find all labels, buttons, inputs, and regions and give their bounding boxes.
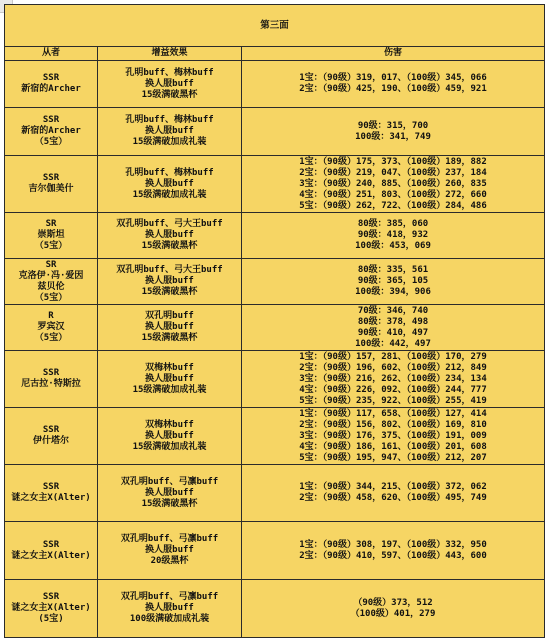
damage-line: 5宝：（90级）262，722、（100级）284，486 [299,200,487,211]
servant-cell[interactable] [5,522,98,580]
servant-line: 新宿的Archer [21,84,81,94]
damage-cell[interactable] [242,351,545,408]
damage-line: 100级：341，749 [355,131,431,142]
damage-line: 3宝：（90级）176，375、（100级）191，009 [299,430,487,441]
damage-cell[interactable] [242,108,545,156]
table-row [5,108,545,156]
servant-line: 伊什塔尔 [32,436,69,446]
damage-line: 1宝：（90级）175，373、（100级）189，882 [299,156,487,167]
damage-line: 2宝：（90级）196，602、（100级）212，849 [299,362,487,373]
buff-line: 15级满破黑杯 [141,241,198,251]
damage-line: 3宝：（90级）216，262、（100级）234，134 [299,373,487,384]
buff-line: 换人服buff [145,545,194,555]
damage-line: 90级：418，932 [357,230,429,240]
servant-line: SR [45,259,57,270]
damage-cell[interactable] [242,61,545,108]
damage-cell[interactable] [242,213,545,259]
buff-line: 孔明buff、梅林buff [125,115,214,125]
damage-line: 90级：365，105 [357,276,429,286]
servant-line: SSR [42,592,60,602]
buff-cell[interactable] [98,465,242,522]
servant-line: 尼古拉·特斯拉 [21,379,81,389]
header-row [5,47,545,61]
header-servant[interactable]: 从者 [5,47,98,61]
buff-line: 15级满破黑杯 [141,89,198,100]
table-row [5,522,545,580]
table-row [5,580,545,638]
buff-cell[interactable] [98,61,242,108]
buff-line: 换人服buff [145,373,194,384]
damage-line: 2宝：（90级）458，620、（100级）495，749 [299,493,487,503]
servant-cell[interactable] [5,351,98,408]
damage-line: 90级：315，700 [357,120,429,131]
buff-line: 双孔明buff、弓大王buff [116,265,223,275]
buff-line: 15级满破加成礼装 [132,441,207,452]
servant-cell[interactable] [5,108,98,156]
buff-cell[interactable] [98,522,242,580]
servant-line: 谜之女主X(Alter) [11,603,91,613]
buff-line: 100级满破加成礼装 [129,614,210,624]
buff-line: 孔明buff、梅林buff [125,67,214,78]
damage-line: 70级：346，740 [357,305,429,316]
buff-line: 换人服buff [145,322,194,332]
header-buff[interactable]: 增益效果 [98,47,242,61]
servant-line: 谜之女主X(Alter) [11,493,91,503]
damage-cell[interactable] [242,408,545,465]
table-title[interactable]: 第三面 [5,5,545,47]
buff-line: 15级满破加成礼装 [132,137,207,147]
servant-line: R [48,311,54,321]
servant-line: 谜之女主X(Alter) [11,550,91,561]
table-row [5,465,545,522]
damage-line: 80级：378，498 [357,316,429,327]
servant-line: （5宝） [34,241,68,251]
buff-line: 双孔明buff、弓凛buff [120,592,219,602]
servant-line: （5宝） [34,333,68,343]
servant-line: 新宿的Archer [21,126,81,136]
servant-line: SSR [42,73,60,83]
damage-table [4,4,545,638]
buff-line: 15级满破加成礼装 [132,189,207,200]
servant-line: SSR [42,173,60,183]
damage-cell[interactable] [242,522,545,580]
damage-line: 4宝：（90级）186，161、（100级）201，608 [299,441,487,452]
table-row [5,408,545,465]
buff-line: 20级黑杯 [150,556,189,566]
buff-line: 换人服buff [145,126,194,136]
table-row [5,351,545,408]
buff-line: 换人服buff [145,430,194,441]
buff-line: 换人服buff [145,178,194,189]
damage-cell[interactable] [242,465,545,522]
damage-line: 80级：385，060 [357,219,429,229]
buff-line: 换人服buff [145,276,194,286]
damage-line: 1宝：（90级）117，658、（100级）127，414 [299,408,487,419]
damage-line: 100级：453，069 [355,241,431,251]
servant-cell[interactable] [5,580,98,638]
damage-line: 5宝：（90级）235，922、（100级）255，419 [299,395,487,406]
damage-line: 2宝：（90级）410，597、（100级）443，600 [299,550,487,561]
servant-cell[interactable] [5,156,98,213]
damage-line: 2宝：（90级）156，802、（100级）169，810 [299,419,487,430]
servant-line: SSR [42,425,60,435]
header-damage[interactable]: 伤害 [242,47,545,61]
table-row [5,305,545,351]
table-row [5,259,545,305]
buff-line: 15级满破黑杯 [141,333,198,343]
damage-line: 100级：394，906 [355,287,431,297]
damage-cell[interactable] [242,305,545,351]
table-row [5,156,545,213]
buff-cell[interactable] [98,108,242,156]
table-row [5,213,545,259]
servant-cell[interactable] [5,213,98,259]
servant-line: SR [45,219,57,229]
damage-line: 4宝：（90级）251，803、（100级）272，660 [299,189,487,200]
buff-cell[interactable] [98,259,242,305]
damage-line: 1宝：（90级）157，281、（100级）170，279 [299,351,487,362]
damage-line: （100级）401，279 [350,608,436,619]
damage-line: 100级：442，497 [355,338,431,349]
damage-line: （90级）373，512 [353,597,433,608]
buff-line: 双孔明buff、弓凛buff [120,476,219,487]
damage-line: 1宝：（90级）308，197、（100级）332，950 [299,539,487,550]
servant-line: （5宝） [34,137,68,147]
table-row [5,61,545,108]
buff-cell[interactable] [98,305,242,351]
damage-line: 2宝：（90级）219，047、（100级）237，184 [299,167,487,178]
buff-line: 双孔明buff、弓大王buff [116,219,223,229]
buff-cell[interactable] [98,213,242,259]
damage-line: 5宝：（90级）195，947、（100级）212，207 [299,452,487,463]
servant-line: 克洛伊·冯·爱因 [18,270,84,281]
damage-line: 90级：410，497 [357,327,429,338]
damage-line: 3宝：（90级）240，885、（100级）260，835 [299,178,487,189]
buff-cell[interactable] [98,580,242,638]
servant-line: (5宝) [38,614,64,624]
damage-cell[interactable] [242,580,545,638]
damage-line: 80级：335，561 [357,265,429,275]
servant-line: 罗宾汉 [37,322,65,332]
damage-cell[interactable] [242,156,545,213]
servant-cell[interactable] [5,465,98,522]
buff-line: 换人服buff [145,78,194,89]
buff-line: 双梅林buff [145,362,194,373]
buff-line: 双孔明buff [145,311,194,321]
title-row [5,5,545,47]
servant-cell[interactable] [5,259,98,305]
damage-line: 2宝：（90级）425，190、（100级）459，921 [299,84,487,94]
damage-line: 1宝：（90级）344，215、（100级）372，062 [299,482,487,492]
buff-line: 换人服buff [145,487,194,498]
buff-line: 孔明buff、梅林buff [125,167,214,178]
buff-line: 换人服buff [145,603,194,613]
servant-line: （5宝） [34,292,68,303]
servant-line: SSR [42,539,60,550]
buff-line: 换人服buff [145,230,194,240]
buff-line: 15级满破黑杯 [141,287,198,297]
servant-line: 崇斯坦 [37,230,65,240]
buff-cell[interactable] [98,408,242,465]
servant-line: SSR [42,115,60,125]
buff-line: 15级满破加成礼装 [132,384,207,395]
servant-line: SSR [42,368,60,378]
buff-line: 15级满破黑杯 [141,498,198,509]
buff-line: 双孔明buff、弓凛buff [120,534,219,544]
buff-cell[interactable] [98,351,242,408]
damage-cell[interactable] [242,259,545,305]
buff-line: 双梅林buff [145,419,194,430]
servant-line: SSR [42,482,60,492]
servant-cell[interactable] [5,408,98,465]
damage-line: 4宝：（90级）226，092、（100级）244，777 [299,384,487,395]
servant-line: 兹贝伦 [37,281,65,292]
servant-cell[interactable] [5,61,98,108]
servant-line: 吉尔伽美什 [28,184,74,194]
buff-cell[interactable] [98,156,242,213]
damage-line: 1宝：（90级）319，017、（100级）345，066 [299,73,487,83]
servant-cell[interactable] [5,305,98,351]
